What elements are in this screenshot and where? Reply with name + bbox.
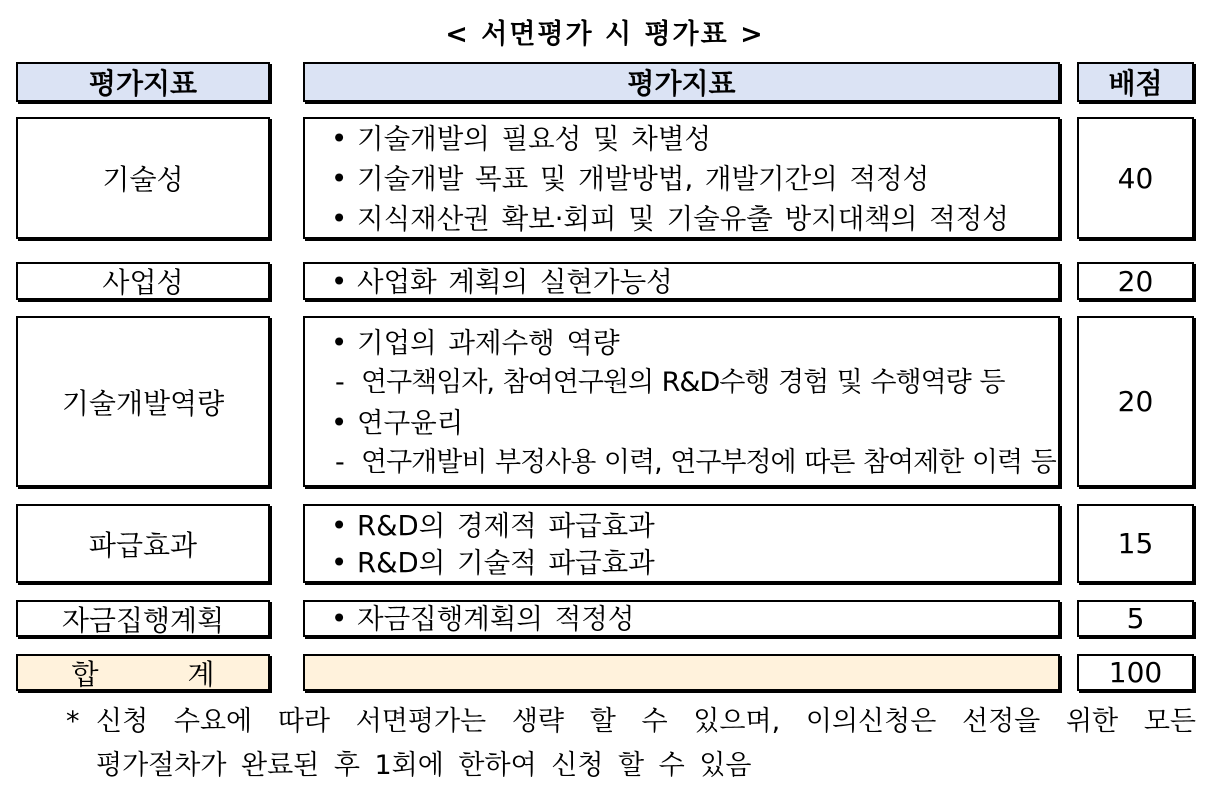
row-indicator-capability: 기술개발역량 [16, 316, 270, 487]
row-items-technology [303, 117, 1060, 239]
row-score-impact: 15 [1077, 504, 1194, 583]
row-items-impact [303, 504, 1060, 583]
row-score-capability: 20 [1077, 316, 1194, 487]
page-title: < 서면평가 시 평가표 > [445, 19, 765, 50]
list-item: • R&D의 경제적 파급효과 [331, 509, 655, 542]
total-label: 합 계 [16, 654, 270, 691]
row-items-business [303, 262, 1060, 300]
list-item: • 기업의 과제수행 역량 [331, 326, 620, 359]
footnote-line-1: 신청 수요에 따라 서면평가는 생략 할 수 있으며, 이의신청은 선정을 위한 모든 [96, 706, 1196, 737]
total-empty-cell [303, 654, 1060, 691]
list-item: • 기술개발 목표 및 개발방법, 개발기간의 적정성 [331, 163, 930, 195]
list-item: • 자금집행계획의 적정성 [331, 603, 635, 635]
row-indicator-funding: 자금집행계획 [16, 600, 270, 637]
row-score-business: 20 [1077, 262, 1194, 300]
header-indicator: 평가지표 [16, 62, 270, 102]
list-subitem: - 연구개발비 부정사용 이력, 연구부정에 따른 참여제한 이력 등 [335, 446, 1056, 478]
row-items-capability [303, 316, 1060, 487]
list-item: • 지식재산권 확보·회피 및 기술유출 방지대책의 적정성 [331, 203, 1009, 235]
list-item: • 연구윤리 [331, 406, 464, 439]
row-indicator-business: 사업성 [16, 262, 270, 300]
footnote [66, 700, 1196, 788]
list-subitem: - 연구책임자, 참여연구원의 R&D수행 경험 및 수행역량 등 [335, 366, 1005, 398]
header-indicator-detail: 평가지표 [303, 62, 1060, 102]
list-item: • 기술개발의 필요성 및 차별성 [331, 123, 712, 155]
footnote-marker: * [66, 706, 80, 737]
row-score-technology: 40 [1077, 117, 1194, 239]
header-score: 배점 [1077, 62, 1194, 102]
row-items-funding [303, 600, 1060, 637]
footnote-line-2: 평가절차가 완료된 후 1회에 한하여 신청 할 수 있음 [96, 750, 752, 781]
total-score: 100 [1077, 654, 1194, 691]
list-item: • 사업화 계획의 실현가능성 [331, 266, 673, 298]
list-item: • R&D의 기술적 파급효과 [331, 546, 655, 579]
row-score-funding: 5 [1077, 600, 1194, 637]
row-indicator-impact: 파급효과 [16, 504, 270, 583]
row-indicator-technology: 기술성 [16, 117, 270, 239]
